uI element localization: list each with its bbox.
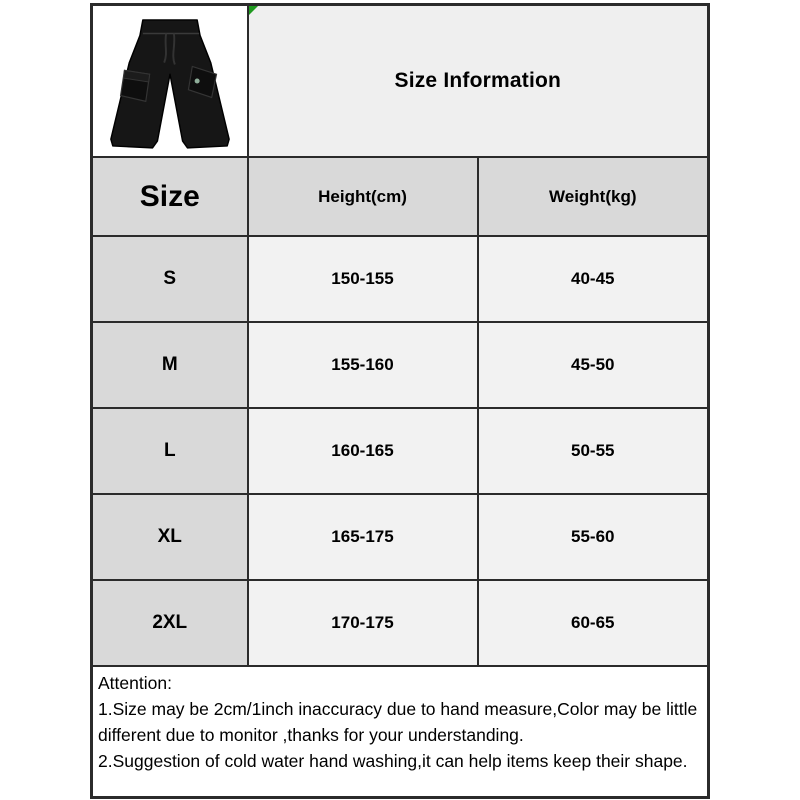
cargo-pants-icon [107,10,233,152]
table-row [92,494,709,580]
row-label-size: 2XL [92,580,248,666]
row-weight-value: 40-45 [478,236,709,322]
row-label-size: XL [92,494,248,580]
green-corner-marker-icon [248,5,259,16]
row-height-value: 165-175 [248,494,478,580]
row-height-value: 170-175 [248,580,478,666]
row-height-value: 160-165 [248,408,478,494]
row-label-size: L [92,408,248,494]
row-label-size: M [92,322,248,408]
product-image-cell [92,5,248,158]
row-label-size: S [92,236,248,322]
attention-note-1: 1.Size may be 2cm/1inch inaccuracy due to hand measure,Color may be little different due to monitor ,thanks for your understanding. [98,699,698,745]
pants-product-image [93,6,247,156]
row-height-value: 155-160 [248,322,478,408]
row-weight-value: 60-65 [478,580,709,666]
row-weight-value: 45-50 [478,322,709,408]
column-header-size: Size [92,157,248,236]
attention-note-2: 2.Suggestion of cold water hand washing,it can help items keep their shape. [98,751,688,771]
size-table [90,3,710,799]
table-row [92,408,709,494]
attention-row [92,666,709,798]
table-row [92,322,709,408]
size-information-sheet [90,3,710,799]
row-weight-value: 50-55 [478,408,709,494]
attention-cell [92,666,709,798]
column-header-height: Height(cm) [248,157,478,236]
attention-title: Attention: [98,673,172,693]
row-height-value: 150-155 [248,236,478,322]
header-row [92,5,709,158]
table-row [92,580,709,666]
column-header-weight: Weight(kg) [478,157,709,236]
column-header-row [92,157,709,236]
sheet-title: Size Information [394,69,562,92]
sheet-title-cell [248,5,709,158]
row-weight-value: 55-60 [478,494,709,580]
table-row [92,236,709,322]
